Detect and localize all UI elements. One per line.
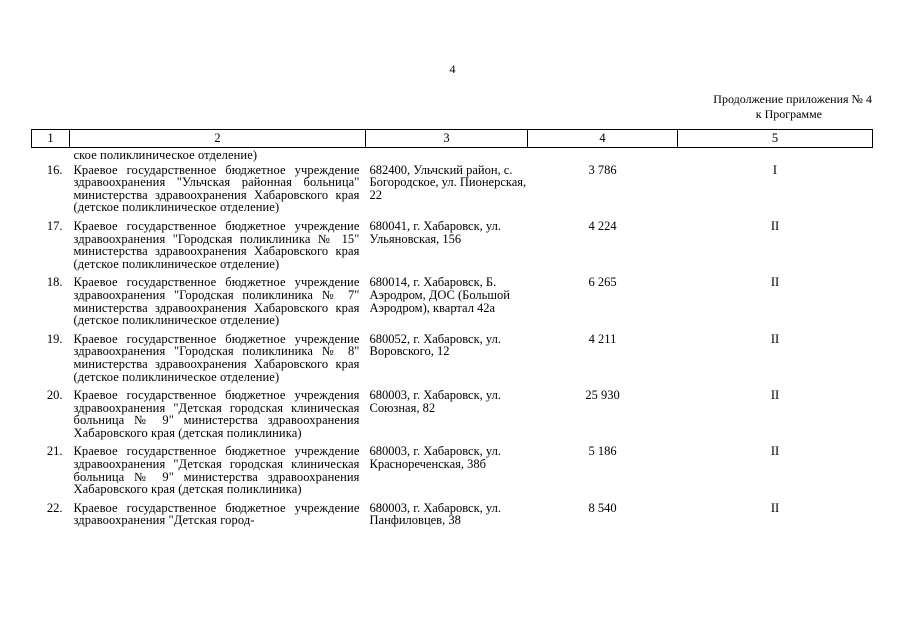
facilities-table (31, 129, 873, 531)
table-row (32, 162, 873, 218)
institution-name: Краевое государственное бюджетное учреждение здравоохранения "Детская город- (73, 500, 360, 528)
row-category: II (770, 218, 780, 233)
institution-address: 680003, г. Хабаровск, ул. Краснореченская, 38б (369, 444, 501, 472)
column-header-3: 3 (366, 130, 528, 148)
row-value: 8 540 (588, 500, 617, 515)
row-number: 17. (46, 218, 63, 233)
row-category: I (772, 162, 778, 177)
institution-name: Краевое государственное бюджетное учреждения здравоохранения "Детская городская клиническая больница № 9" министерства здравоохранения Хабаровского края (детская поликлиника) (73, 388, 360, 440)
row-category: II (770, 388, 780, 403)
row-number: 22. (46, 500, 63, 515)
continuation-row (32, 148, 873, 162)
row-number: 21. (46, 444, 63, 459)
institution-name: Краевое государственное бюджетное учреждение здравоохранения "Ульчская районная больница" министерства здравоохранения Хабаровского края (детское поликлиническое отделение) (73, 162, 360, 215)
institution-address: 680003, г. Хабаровск, ул. Панфиловцев, 38 (369, 500, 501, 528)
appendix-note (600, 92, 872, 122)
table-row (32, 500, 873, 531)
row-category: II (770, 275, 780, 290)
institution-address: 680041, г. Хабаровск, ул. Ульяновская, 156 (369, 218, 501, 246)
row-category: II (770, 500, 780, 515)
institution-name: Краевое государственное бюджетное учреждение здравоохранения "Городская поликлиника № 8" министерства здравоохранения Хабаровского края (детское поликлиническое отделение) (73, 331, 360, 384)
institution-name: Краевое государственное бюджетное учреждение здравоохранения "Детская городская клиническая больница № 9" министерства здравоохранения Хабаровского края (детская поликлиника) (73, 444, 360, 497)
table-row (32, 331, 873, 387)
row-number: 20. (46, 388, 63, 403)
table-row (32, 443, 873, 499)
institution-name: Краевое государственное бюджетное учреждение здравоохранения "Городская поликлиника № 7" министерства здравоохранения Хабаровского края (детское поликлиническое отделение) (73, 275, 360, 328)
row-value: 5 186 (588, 444, 617, 459)
row-value: 6 265 (588, 275, 617, 290)
appendix-subtitle: к Программе (755, 107, 822, 121)
table-header-row (32, 130, 873, 148)
institution-address: 682400, Ульчский район, с. Богородское, ул. Пионерская, 22 (369, 162, 527, 202)
institution-address: 680052, г. Хабаровск, ул. Воровского, 12 (369, 331, 501, 359)
column-header-2: 2 (70, 130, 366, 148)
institution-address: 680014, г. Хабаровск, Б. Аэродром, ДОС (Большой Аэродром), квартал 42а (369, 275, 510, 315)
row-value: 4 211 (588, 331, 617, 346)
table-row (32, 218, 873, 274)
column-header-1: 1 (32, 130, 70, 148)
institution-name: Краевое государственное бюджетное учреждение здравоохранения "Городская поликлиника № 15" министерства здравоохранения Хабаровского края (детское поликлиническое отделение) (73, 218, 360, 271)
column-header-4: 4 (528, 130, 678, 148)
row-number: 16. (46, 162, 63, 177)
row-value: 4 224 (588, 218, 617, 233)
appendix-title: Продолжение приложения № 4 (713, 92, 872, 106)
institution-address: 680003, г. Хабаровск, ул. Союзная, 82 (369, 388, 501, 415)
row-category: II (770, 444, 780, 459)
table-row (32, 274, 873, 330)
page-number: 4 (449, 62, 456, 76)
row-value: 25 930 (585, 388, 620, 403)
table-row (32, 387, 873, 443)
row-category: II (770, 331, 780, 346)
row-value: 3 786 (588, 162, 617, 177)
row-number: 19. (46, 331, 63, 346)
row-number: 18. (46, 275, 63, 290)
column-header-5: 5 (678, 130, 873, 148)
continuation-text: ское поликлиническое отделение) (73, 148, 258, 162)
